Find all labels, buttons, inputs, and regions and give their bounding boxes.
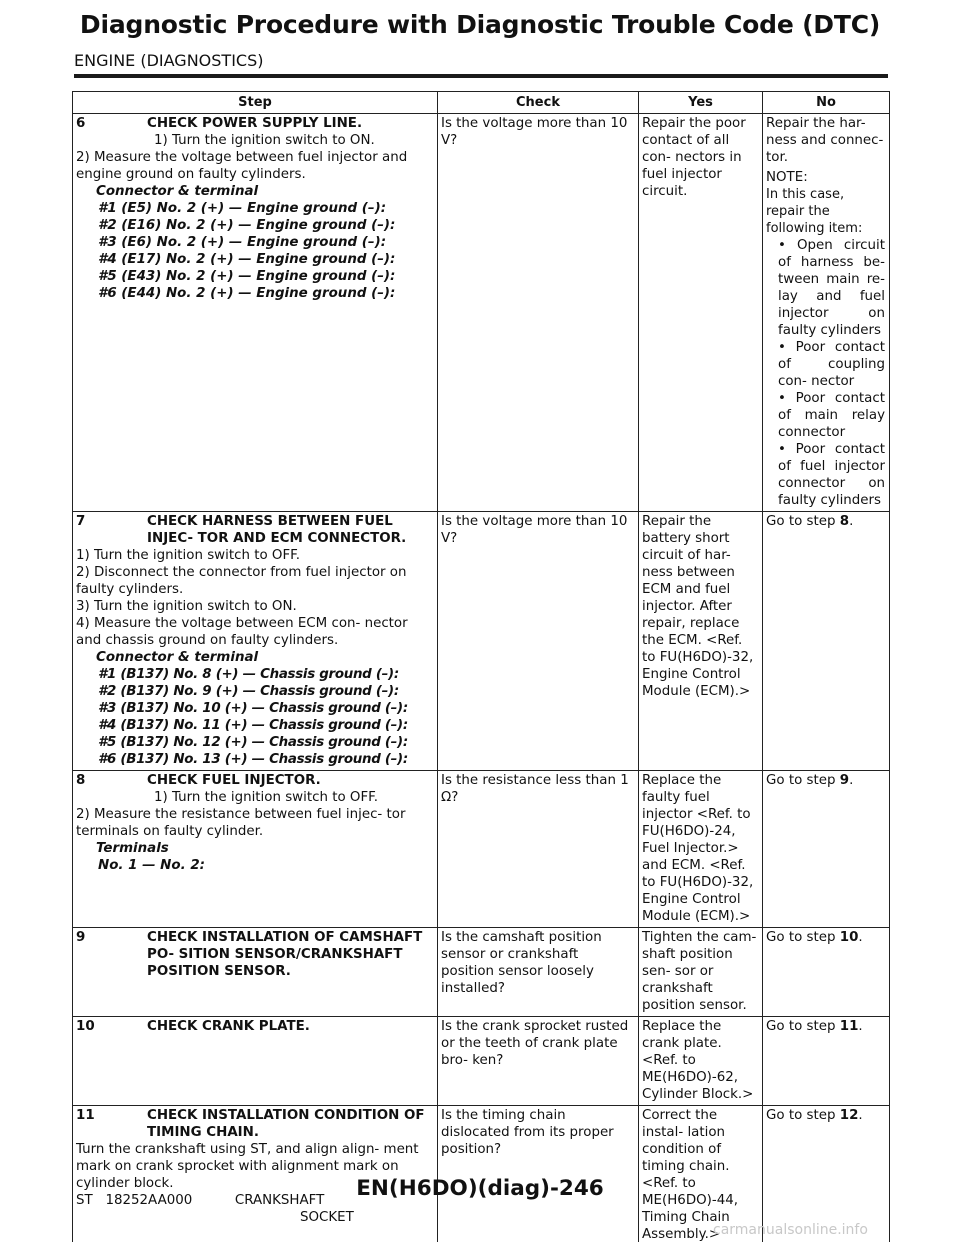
check-cell: Is the crank sprocket rusted or the teeth of crank plate bro- ken? [438, 1017, 639, 1106]
step-cell [73, 512, 438, 771]
terminal-line: #3 (B137) No. 10 (+) — Chassis ground (–): [98, 701, 408, 716]
yes-cell: Correct the instal- lation condition of timing chain. <Ref. to ME(H6DO)-44, Timing Chain Assembly.> [639, 1106, 763, 1242]
next-step-ref: 12 [839, 1108, 859, 1123]
step-title: CHECK INSTALLATION OF CAMSHAFT PO- SITION SENSOR/CRANKSHAFT POSITION SENSOR. [147, 930, 423, 979]
page-title: Diagnostic Procedure with Diagnostic Trouble Code (DTC) [79, 10, 881, 39]
table-row [73, 512, 890, 771]
no-prefix: Go to step [766, 930, 840, 945]
terminal-line: #6 (B137) No. 13 (+) — Chassis ground (–): [98, 752, 408, 767]
step-title: CHECK INSTALLATION CONDITION OF TIMING CHAIN. [147, 1108, 425, 1140]
note-bullet: • Poor contact of coupling con- nector [778, 340, 885, 389]
no-suffix: . [849, 773, 854, 788]
terminal-line: #4 (E17) No. 2 (+) — Engine ground (–): [98, 252, 396, 267]
no-prefix: Go to step [766, 773, 840, 788]
no-cell [763, 771, 890, 928]
no-action: Repair the har- ness and connec- tor. [766, 116, 884, 165]
no-prefix: Go to step [766, 514, 840, 529]
step-title: CHECK CRANK PLATE. [147, 1019, 310, 1034]
connector-heading: Connector & terminal [96, 650, 259, 665]
terminal-line: No. 1 — No. 2: [98, 858, 206, 873]
step-instruction: 2) Disconnect the connector from fuel injector on faulty cylinders. [76, 565, 407, 597]
no-suffix: . [849, 514, 854, 529]
step-instruction: 2) Measure the resistance between fuel injec- tor terminals on faulty cylinder. [76, 807, 406, 839]
diagnostic-table [72, 91, 890, 1242]
no-prefix: Go to step [766, 1108, 840, 1123]
terminal-line: #1 (B137) No. 8 (+) — Chassis ground (–): [98, 667, 399, 682]
terminal-line: #5 (B137) No. 12 (+) — Chassis ground (–): [98, 735, 408, 750]
step-instruction: 3) Turn the ignition switch to ON. [76, 599, 297, 614]
step-number: 10 [76, 1019, 95, 1034]
step-cell [73, 1017, 438, 1106]
note-bullet: • Poor contact of fuel injector connector on faulty cylinders [778, 442, 885, 508]
terminal-line: #2 (B137) No. 9 (+) — Chassis ground (–): [98, 684, 399, 699]
step-cell [73, 928, 438, 1017]
terminal-line: #5 (E43) No. 2 (+) — Engine ground (–): [98, 269, 396, 284]
terminal-line: #2 (E16) No. 2 (+) — Engine ground (–): [98, 218, 396, 233]
step-instruction: 4) Measure the voltage between ECM con- nector and chassis ground on faulty cylinders. [76, 616, 408, 648]
note-text: In this case, repair the following item: [766, 187, 863, 236]
header-rule [74, 74, 888, 78]
no-cell [763, 928, 890, 1017]
special-tool-name: SOCKET [300, 1210, 354, 1225]
step-cell [73, 114, 438, 512]
no-cell [763, 512, 890, 771]
step-instruction: 1) Turn the ignition switch to OFF. [76, 548, 300, 563]
next-step-ref: 11 [839, 1019, 859, 1034]
yes-cell: Repair the poor contact of all con- nectors in fuel injector circuit. [639, 114, 763, 512]
header-yes: Yes [639, 92, 763, 114]
step-instruction: Turn the crankshaft using ST, and align align- ment mark on crank sprocket with alignment mark on cylinder block. [76, 1142, 419, 1191]
table-row [73, 928, 890, 1017]
step-number: 7 [76, 514, 86, 529]
step-instruction: 2) Measure the voltage between fuel injector and engine ground on faulty cylinders. [76, 150, 408, 182]
no-cell [763, 1017, 890, 1106]
step-title: CHECK POWER SUPPLY LINE. [147, 116, 363, 131]
note-label: NOTE: [766, 170, 808, 185]
header-step: Step [73, 92, 438, 114]
note-bullet: • Poor contact of main relay connector [778, 391, 885, 440]
step-instruction: 1) Turn the ignition switch to ON. [154, 133, 375, 148]
check-cell: Is the resistance less than 1 Ω? [438, 771, 639, 928]
check-cell: Is the camshaft position sensor or crankshaft position sensor loosely installed? [438, 928, 639, 1017]
yes-cell: Replace the faulty fuel injector <Ref. to FU(H6DO)-24, Fuel Injector.> and ECM. <Ref. to FU(H6DO)-32, Engine Control Module (ECM).> [639, 771, 763, 928]
next-step-ref: 10 [839, 930, 859, 945]
table-row [73, 771, 890, 928]
no-suffix: . [858, 1108, 863, 1123]
step-number: 6 [76, 116, 86, 131]
step-number: 8 [76, 773, 86, 788]
yes-cell: Replace the crank plate. <Ref. to ME(H6DO)-62, Cylinder Block.> [639, 1017, 763, 1106]
no-suffix: . [858, 930, 863, 945]
step-cell [73, 1106, 438, 1242]
check-cell: Is the voltage more than 10 V? [438, 114, 639, 512]
step-cell [73, 771, 438, 928]
no-prefix: Go to step [766, 1019, 840, 1034]
no-suffix: . [858, 1019, 863, 1034]
header-no: No [763, 92, 890, 114]
step-number: 9 [76, 930, 86, 945]
terminal-line: #4 (B137) No. 11 (+) — Chassis ground (–): [98, 718, 408, 733]
note-bullet: • Open circuit of harness be- tween main re- lay and fuel injector on faulty cylinders [778, 238, 885, 338]
terminals-heading: Terminals [96, 841, 169, 856]
table-row [73, 1017, 890, 1106]
yes-cell: Tighten the cam- shaft position sen- sor or crankshaft position sensor. [639, 928, 763, 1017]
section-title: ENGINE (DIAGNOSTICS) [74, 51, 264, 70]
watermark: carmanualsonline.info [713, 1222, 868, 1238]
step-title: CHECK HARNESS BETWEEN FUEL INJEC- TOR AND ECM CONNECTOR. [147, 514, 407, 546]
no-cell [763, 114, 890, 512]
check-cell: Is the timing chain dislocated from its proper position? [438, 1106, 639, 1242]
header-check: Check [438, 92, 639, 114]
step-title: CHECK FUEL INJECTOR. [147, 773, 321, 788]
check-cell: Is the voltage more than 10 V? [438, 512, 639, 771]
table-header-row [73, 92, 890, 114]
step-number: 11 [76, 1108, 95, 1123]
table-row [73, 114, 890, 512]
connector-heading: Connector & terminal [96, 184, 259, 199]
terminal-line: #3 (E6) No. 2 (+) — Engine ground (–): [98, 235, 387, 250]
special-tool-line: ST 18252AA000 CRANKSHAFT [76, 1193, 325, 1208]
page-code: EN(H6DO)(diag)-246 [356, 1176, 604, 1201]
next-step-ref: 9 [839, 773, 850, 788]
terminal-line: #1 (E5) No. 2 (+) — Engine ground (–): [98, 201, 387, 216]
yes-cell: Repair the battery short circuit of har- ness between ECM and fuel injector. After repair, replace the ECM. <Ref. to FU(H6DO)-32, Engine Control Module (ECM).> [639, 512, 763, 771]
next-step-ref: 8 [839, 514, 850, 529]
terminal-line: #6 (E44) No. 2 (+) — Engine ground (–): [98, 286, 396, 301]
step-instruction: 1) Turn the ignition switch to OFF. [154, 790, 378, 805]
